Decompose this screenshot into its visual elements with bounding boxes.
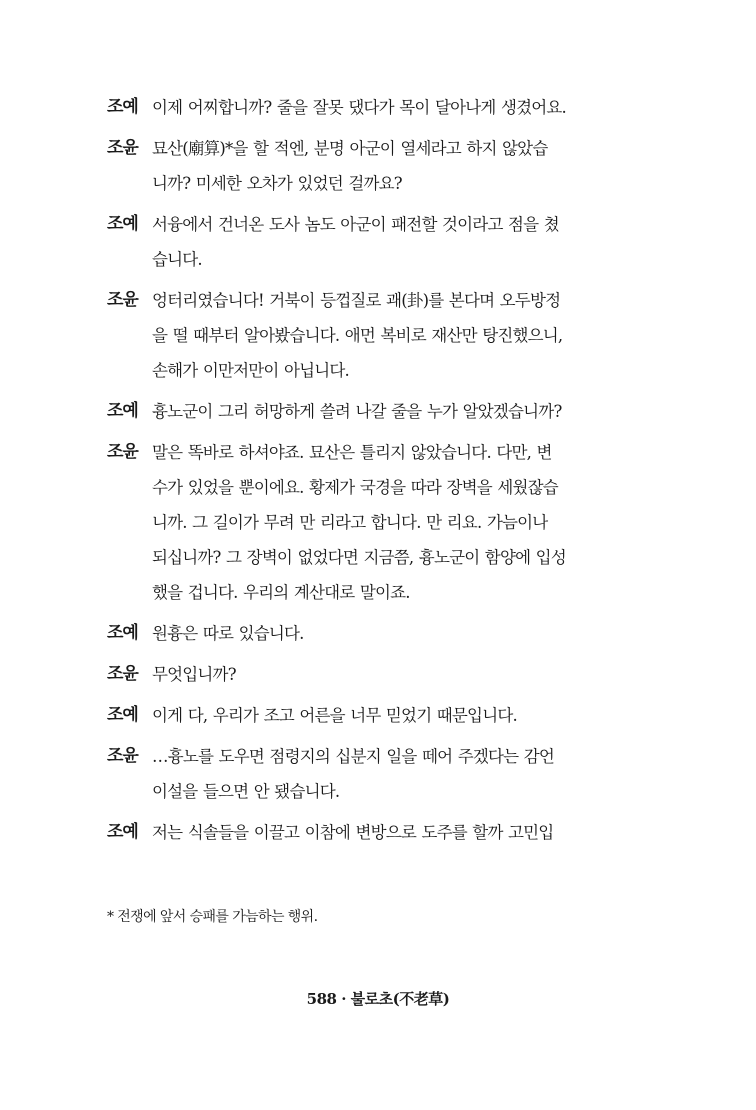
speech-text xyxy=(152,698,637,733)
speech-line: 흉노군이 그리 허망하게 쓸려 나갈 줄을 누가 알았겠습니까? xyxy=(152,402,562,421)
speech-line: 되십니까? 그 장벽이 없었다면 지금쯤, 흉노군이 함양에 입성 xyxy=(152,548,566,567)
speech-line: 이설을 들으면 안 됐습니다. xyxy=(152,782,340,801)
speech-text xyxy=(152,394,637,429)
footnote: * 전쟁에 앞서 승패를 가늠하는 행위. xyxy=(107,909,318,925)
speech-line: 저는 식솔들을 이끌고 이참에 변방으로 도주를 할까 고민입 xyxy=(152,823,554,842)
speaker-name: 조예 xyxy=(107,705,138,725)
speech-line: 엉터리였습니다! 거북이 등껍질로 괘(卦)를 본다며 오두방정 xyxy=(152,291,561,310)
dialogue-entry xyxy=(107,207,637,277)
dialogue-entry xyxy=(107,283,637,388)
speech-line: 했을 겁니다. 우리의 계산대로 말이죠. xyxy=(152,583,410,602)
speech-text xyxy=(152,657,637,692)
dialogue-entry xyxy=(107,657,637,692)
speech-text xyxy=(152,131,637,201)
speaker-name: 조예 xyxy=(107,822,138,842)
speech-line: 묘산(廟算)*을 할 적엔, 분명 아군이 열세라고 하지 않았습 xyxy=(152,139,548,158)
speaker-name: 조예 xyxy=(107,97,138,117)
speaker-name: 조예 xyxy=(107,214,138,234)
dialogue-entry xyxy=(107,739,637,809)
speech-text xyxy=(152,90,637,125)
speech-line: 서융에서 건너온 도사 놈도 아군이 패전할 것이라고 점을 쳤 xyxy=(152,215,559,234)
speech-text xyxy=(152,207,637,277)
speech-line: 니까? 미세한 오차가 있었던 걸까요? xyxy=(152,174,402,193)
speech-line: …흉노를 도우면 점령지의 십분지 일을 떼어 주겠다는 감언 xyxy=(152,747,555,766)
speaker-name: 조예 xyxy=(107,401,138,421)
speech-line: 이제 어찌합니까? 줄을 잘못 댔다가 목이 달아나게 생겼어요. xyxy=(152,98,566,117)
speaker-name: 조윤 xyxy=(107,442,138,462)
speaker-name: 조윤 xyxy=(107,746,138,766)
dialogue-entry xyxy=(107,616,637,651)
speech-text xyxy=(152,283,637,388)
speech-line: 습니다. xyxy=(152,250,202,269)
speech-text xyxy=(152,616,637,651)
speech-line: 니까. 그 길이가 무려 만 리라고 합니다. 만 리요. 가늠이나 xyxy=(152,513,548,532)
speaker-name: 조윤 xyxy=(107,664,138,684)
page-number-and-title: 588 · 불로초(不老草) xyxy=(306,990,450,1008)
dialogue-entry xyxy=(107,394,637,429)
speech-text xyxy=(152,815,637,850)
speaker-name: 조윤 xyxy=(107,138,138,158)
dialogue-entry xyxy=(107,90,637,125)
dialogue-entry xyxy=(107,698,637,733)
speech-line: 무엇입니까? xyxy=(152,665,236,684)
speaker-name: 조예 xyxy=(107,623,138,643)
speech-text xyxy=(152,739,637,809)
speech-line: 원흉은 따로 있습니다. xyxy=(152,624,304,643)
speech-text xyxy=(152,435,637,610)
speech-line: 이게 다, 우리가 조고 어른을 너무 믿었기 때문입니다. xyxy=(152,706,517,725)
dialogue-entry xyxy=(107,131,637,201)
speech-line: 손해가 이만저만이 아닙니다. xyxy=(152,361,350,380)
dialogue-entry xyxy=(107,435,637,610)
speaker-name: 조윤 xyxy=(107,290,138,310)
speech-line: 말은 똑바로 하셔야죠. 묘산은 틀리지 않았습니다. 다만, 변 xyxy=(152,443,552,462)
dialogue-block xyxy=(107,90,637,856)
speech-line: 수가 있었을 뿐이에요. 황제가 국경을 따라 장벽을 세웠잖습 xyxy=(152,478,558,497)
speech-line: 을 떨 때부터 알아봤습니다. 애먼 복비로 재산만 탕진했으니, xyxy=(152,326,563,345)
dialogue-entry xyxy=(107,815,637,850)
